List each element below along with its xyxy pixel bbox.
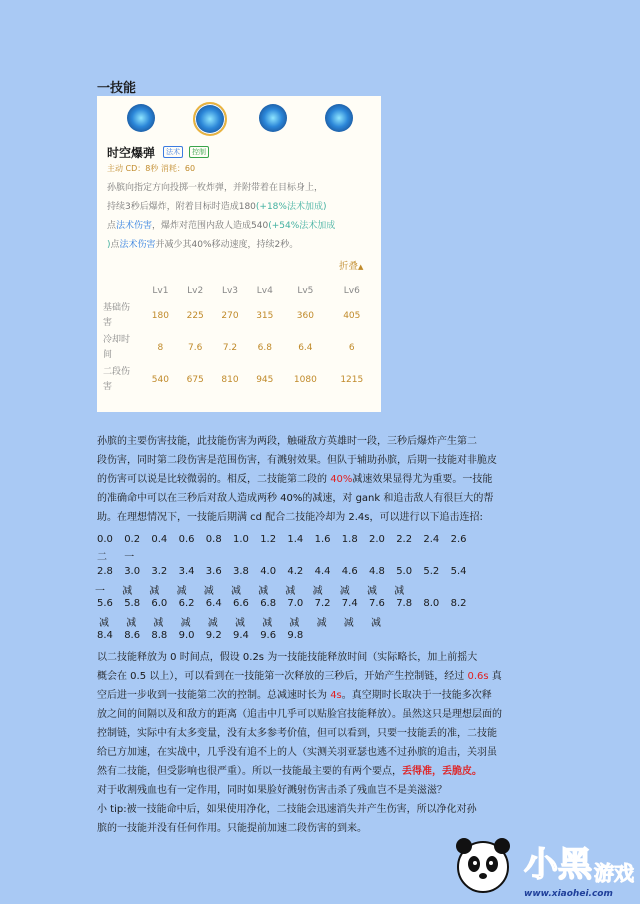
analysis-line bbox=[97, 648, 543, 667]
analysis-line-run: 放之间的间隔以及和敌方的距离（追击中几乎可以贴脸宫技能释放）。虽然这只是理想层面的 bbox=[97, 709, 502, 720]
time-value: 4.4 bbox=[314, 566, 331, 577]
time-value: 2.4 bbox=[423, 534, 440, 545]
watermark-url: www.xiaohei.com bbox=[524, 889, 613, 899]
description-line-run: (+18%法术加成) bbox=[255, 202, 327, 212]
analysis-line bbox=[97, 800, 543, 819]
analysis-line-run: 丢得准，丢脆皮。 bbox=[402, 766, 482, 777]
description-line bbox=[107, 237, 298, 250]
time-value: 1.8 bbox=[341, 534, 358, 545]
description-line-run: ，爆炸对范围内敌人造成540 bbox=[152, 221, 269, 231]
time-value: 3.4 bbox=[178, 566, 195, 577]
time-value: 8.0 bbox=[423, 598, 440, 609]
table-row bbox=[103, 300, 375, 332]
event-mark: 减 bbox=[153, 618, 164, 629]
level-header: Lv3 bbox=[221, 286, 239, 296]
description-line bbox=[107, 218, 335, 231]
fold-button[interactable] bbox=[339, 258, 363, 272]
description-line-run: 点 bbox=[107, 221, 117, 231]
event-mark: 减 bbox=[262, 618, 273, 629]
intro-line-run: 助。在理想情况下，一技能后期满 cd 配合二技能冷却为 2.4s，可以进行以下追击连招: bbox=[97, 512, 483, 523]
intro-line bbox=[97, 470, 543, 489]
skill-name: 时空爆弹 bbox=[107, 146, 156, 160]
description-line-run: 持续3秒后爆炸，附着目标时造成180 bbox=[107, 202, 256, 212]
table-cell: 405 bbox=[343, 311, 361, 321]
event-mark: 减 bbox=[339, 586, 350, 597]
description-line-run: 点 bbox=[110, 240, 120, 250]
table-cell: 1215 bbox=[340, 375, 364, 385]
time-value: 9.0 bbox=[178, 630, 195, 641]
description-line bbox=[107, 180, 323, 193]
skill-4-icon[interactable] bbox=[325, 104, 353, 132]
time-value: 3.0 bbox=[124, 566, 141, 577]
time-value: 1.2 bbox=[260, 534, 277, 545]
analysis-line-run: 以二技能释放为 0 时间点，假设 0.2s 为一技能技能释放时间（实际略长，加上前摇大 bbox=[97, 652, 478, 663]
event-mark: 减 bbox=[235, 618, 245, 629]
time-value: 8.8 bbox=[151, 630, 168, 641]
table-cell: 540 bbox=[151, 375, 169, 385]
level-table bbox=[103, 282, 375, 396]
table-cell: 360 bbox=[296, 311, 314, 321]
description-line-run: (+54%法术加成 bbox=[268, 221, 336, 231]
event-mark: 减 bbox=[126, 618, 137, 629]
svg-text:小黑: 小黑 bbox=[524, 845, 592, 885]
time-value: 7.6 bbox=[369, 598, 385, 609]
description-line-run: 法术伤害 bbox=[119, 240, 156, 250]
time-value: 3.6 bbox=[205, 566, 222, 577]
time-value: 3.2 bbox=[151, 566, 168, 577]
time-value: 2.2 bbox=[396, 534, 413, 545]
event-mark: 减 bbox=[343, 618, 354, 629]
event-mark: 减 bbox=[231, 586, 241, 597]
time-value: 5.8 bbox=[124, 598, 141, 609]
event-mark: 一 bbox=[95, 586, 105, 597]
intro-line-run: 的伤害可以说是比较微弱的。相反，二技能第二段的 bbox=[97, 474, 331, 485]
analysis-line-run: 对于收割残血也有一定作用，同时如果脸好溅射伤害击杀了残血岂不是美滋滋？ bbox=[97, 785, 447, 796]
section-title: 一技能 bbox=[97, 81, 137, 96]
table-cell: 8 bbox=[157, 343, 164, 353]
table-cell: 315 bbox=[256, 311, 274, 321]
event-mark: 减 bbox=[394, 586, 405, 597]
table-cell: 1080 bbox=[293, 375, 317, 385]
time-value: 7.0 bbox=[287, 598, 304, 609]
event-mark: 减 bbox=[149, 586, 160, 597]
time-value: 9.6 bbox=[260, 630, 277, 641]
time-value: 4.2 bbox=[287, 566, 304, 577]
time-value: 8.4 bbox=[97, 630, 113, 641]
level-header: Lv2 bbox=[187, 286, 204, 296]
time-value: 4.0 bbox=[260, 566, 277, 577]
time-value: 6.4 bbox=[205, 598, 222, 609]
time-value: 4.8 bbox=[369, 566, 385, 577]
row-label: 冷却时 间 bbox=[103, 335, 131, 360]
time-value: 5.0 bbox=[396, 566, 413, 577]
table-cell: 6.4 bbox=[298, 343, 313, 353]
event-mark: 减 bbox=[203, 586, 214, 597]
event-mark: 减 bbox=[371, 618, 381, 629]
description-line-run: 并减少其40%移动速度，持续2秒。 bbox=[155, 240, 299, 250]
description-line bbox=[107, 199, 326, 212]
panda-mascot-icon bbox=[452, 834, 514, 896]
table-cell: 180 bbox=[151, 311, 169, 321]
analysis-line-run: 0.6s bbox=[467, 671, 489, 682]
intro-line bbox=[97, 489, 543, 508]
table-row bbox=[103, 364, 375, 396]
time-value: 1.4 bbox=[287, 534, 304, 545]
analysis-line-run: 控制链，实际中有太多变量，没有太多参考价值，但可以看到，只要一技能丢的准，二技能 bbox=[97, 728, 497, 739]
time-value: 7.4 bbox=[341, 598, 358, 609]
analysis-line bbox=[97, 781, 543, 800]
row-label: 基础伤 害 bbox=[103, 303, 131, 328]
event-mark: 减 bbox=[367, 586, 377, 597]
analysis-line bbox=[97, 686, 543, 705]
intro-line-run: 孙膑的主要伤害技能，此技能伤害为两段，触碰敌方英雄时一段，三秒后爆炸产生第二 bbox=[97, 436, 477, 447]
table-cell: 810 bbox=[221, 375, 239, 385]
analysis-line-run: 小 tip:被一技能命中后，如果使用净化，二技能会迅速消失并产生伤害，所以净化对孙 bbox=[97, 804, 477, 815]
row-label: 二段伤 害 bbox=[103, 367, 131, 392]
time-value: 6.0 bbox=[151, 598, 168, 609]
level-header: Lv1 bbox=[152, 286, 169, 296]
time-value: 2.6 bbox=[450, 534, 467, 545]
event-mark: 减 bbox=[289, 618, 300, 629]
analysis-line bbox=[97, 667, 543, 686]
time-value: 5.2 bbox=[423, 566, 440, 577]
analysis-line-run: 概会在 0.5 以上），可以看到在一技能第一次释放的三秒后，开始产生控制链，经过 bbox=[97, 671, 468, 682]
table-cell: 225 bbox=[186, 311, 204, 321]
intro-line bbox=[97, 432, 543, 451]
analysis-line-run: 4s bbox=[330, 690, 342, 701]
intro-line-run: 减速效果显得尤为重要。一技能 bbox=[352, 474, 493, 485]
time-value: 2.8 bbox=[97, 566, 113, 577]
skill-1-icon[interactable] bbox=[127, 104, 155, 132]
description-line-run: 法术伤害 bbox=[116, 221, 153, 231]
description-line-run: ) bbox=[107, 240, 111, 250]
table-cell: 945 bbox=[256, 375, 274, 385]
skill-card bbox=[97, 96, 381, 412]
time-value: 9.4 bbox=[233, 630, 249, 641]
chevron-up-icon: ▲ bbox=[358, 263, 364, 271]
time-value: 0.0 bbox=[97, 534, 113, 545]
time-value: 1.0 bbox=[233, 534, 249, 545]
table-cell: 6.8 bbox=[257, 343, 272, 353]
time-value: 9.2 bbox=[205, 630, 222, 641]
table-corner bbox=[103, 282, 143, 300]
analysis-line bbox=[97, 743, 543, 762]
time-value: 7.8 bbox=[396, 598, 413, 609]
analysis-line-run: 膑的一技能并没有任何作用。只能提前加速二段伤害的到来。 bbox=[97, 823, 367, 834]
event-mark: 减 bbox=[258, 586, 269, 597]
event-mark: 减 bbox=[207, 618, 218, 629]
time-value: 9.8 bbox=[287, 630, 304, 641]
event-mark: 减 bbox=[176, 586, 187, 597]
table-row bbox=[103, 332, 375, 364]
table-cell: 7.2 bbox=[222, 343, 238, 353]
skill-2-icon[interactable] bbox=[193, 102, 227, 136]
intro-line bbox=[97, 451, 543, 470]
level-header: Lv4 bbox=[256, 286, 273, 296]
svg-text:游戏: 游戏 bbox=[594, 861, 634, 885]
time-value: 1.6 bbox=[314, 534, 331, 545]
event-mark: 一 bbox=[124, 552, 135, 563]
analysis-line-run: 。真空期时长取决于一技能多次释 bbox=[341, 690, 492, 701]
time-value: 5.4 bbox=[450, 566, 467, 577]
table-cell: 270 bbox=[221, 311, 239, 321]
level-header: Lv5 bbox=[297, 286, 314, 296]
time-value: 6.6 bbox=[233, 598, 249, 609]
event-mark: 减 bbox=[285, 586, 296, 597]
intro-line-run: 的准确命中可以在三秒后对敌人造成两秒 40%的减速，对 gank 和追击敌人有很巨大的帮 bbox=[97, 493, 494, 504]
time-value: 6.2 bbox=[178, 598, 195, 609]
time-value: 4.6 bbox=[341, 566, 358, 577]
time-value: 5.6 bbox=[97, 598, 113, 609]
analysis-line-run: 真 bbox=[488, 671, 502, 682]
analysis-line bbox=[97, 705, 543, 724]
tag-magic: 法术 bbox=[163, 146, 183, 158]
time-value: 0.4 bbox=[151, 534, 168, 545]
time-value: 6.8 bbox=[260, 598, 277, 609]
level-header: Lv6 bbox=[343, 286, 360, 296]
fold-label: 折叠 bbox=[339, 261, 359, 272]
analysis-line-run: 给已方加速，在实战中，几乎没有追不上的人（实测关羽亚瑟也逃不过孙膑的追击，关羽虽 bbox=[97, 747, 497, 758]
analysis-line bbox=[97, 762, 543, 781]
event-mark: 减 bbox=[316, 618, 327, 629]
analysis-line-run: 空后进一步收到一技能第二次的控制。总减速时长为 bbox=[97, 690, 331, 701]
time-value: 0.8 bbox=[205, 534, 222, 545]
table-cell: 675 bbox=[186, 375, 204, 385]
intro-line-run: 段伤害，同时第二段伤害是范围伤害，有溅射效果。但队于辅助孙膑，后期一技能对非脆皮 bbox=[97, 455, 497, 466]
time-value: 7.2 bbox=[314, 598, 331, 609]
table-cell: 6 bbox=[348, 343, 355, 353]
tag-control: 控制 bbox=[189, 146, 209, 158]
time-value: 0.2 bbox=[124, 534, 141, 545]
cooldown-cost-line: 主动 CD：8秒 消耗：60 bbox=[107, 164, 196, 173]
intro-line-run: 40% bbox=[330, 474, 353, 485]
time-value: 3.8 bbox=[233, 566, 249, 577]
intro-line bbox=[97, 508, 543, 527]
time-value: 0.6 bbox=[178, 534, 195, 545]
time-value: 2.0 bbox=[369, 534, 385, 545]
xiaohei-logo bbox=[522, 838, 640, 888]
event-mark: 减 bbox=[312, 586, 323, 597]
time-value: 8.2 bbox=[450, 598, 467, 609]
event-mark: 减 bbox=[180, 618, 191, 629]
event-mark: 二 bbox=[97, 552, 107, 563]
description-line-run: 孙膑向指定方向投掷一枚炸弹，并附带着在目标身上， bbox=[107, 183, 324, 193]
skill-3-icon[interactable] bbox=[259, 104, 287, 132]
event-mark: 减 bbox=[99, 618, 109, 629]
table-cell: 7.6 bbox=[188, 343, 203, 353]
analysis-line-run: 然有二技能，但受影响也很严重）。所以一技能最主要的有两个要点， bbox=[97, 766, 402, 777]
time-value: 8.6 bbox=[124, 630, 141, 641]
analysis-line bbox=[97, 724, 543, 743]
event-mark: 减 bbox=[122, 586, 133, 597]
